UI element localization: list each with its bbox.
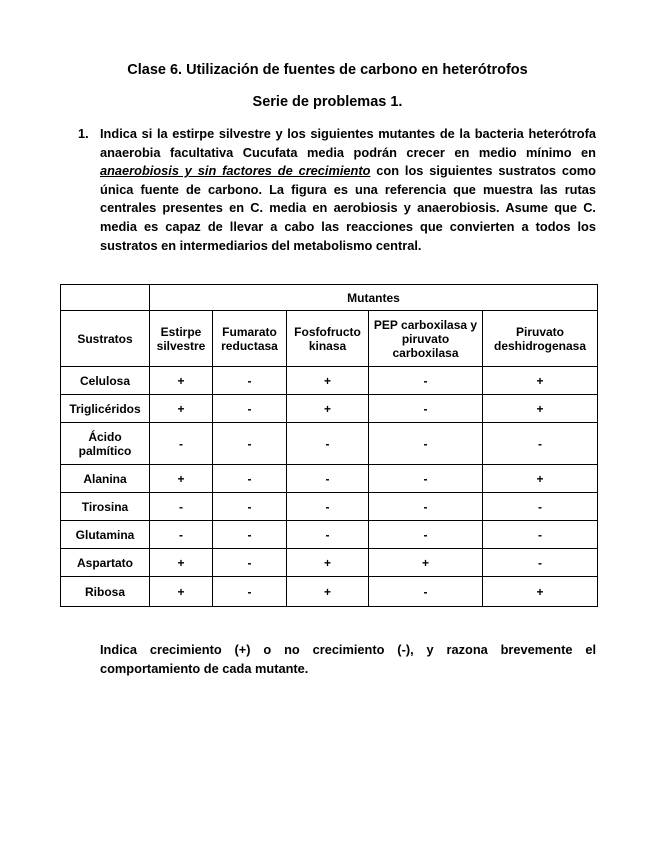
table-row xyxy=(61,521,598,549)
growth-value-cell: + xyxy=(287,395,369,423)
growth-value-cell: - xyxy=(369,423,483,465)
instruction-note: Indica crecimiento (+) o no crecimiento (-), y razona brevemente el comportamiento de cada mutante. xyxy=(100,642,596,676)
table-row xyxy=(61,549,598,577)
page-title: Clase 6. Utilización de fuentes de carbono en heterótrofos xyxy=(127,62,528,78)
growth-value-cell: - xyxy=(213,465,287,493)
growth-value-cell: + xyxy=(369,549,483,577)
growth-value-cell: - xyxy=(287,521,369,549)
growth-value-cell: - xyxy=(213,423,287,465)
problem-text-after: con los siguientes sustratos como única fuente de carbono. La figura es una referencia que muestra las rutas centrales presentes en C. media en aerobiosis y anaerobiosis. Asume que C. media es capaz de llevar a cabo las reacciones que convierten a todos los sustratos en intermediarios del metabolismo central. xyxy=(100,163,596,253)
growth-value-cell: - xyxy=(369,493,483,521)
substrate-cell: Ribosa xyxy=(61,577,150,607)
table-row xyxy=(61,577,598,607)
mutants-group-header: Mutantes xyxy=(150,285,598,311)
growth-value-cell: - xyxy=(483,493,598,521)
growth-value-cell: + xyxy=(287,367,369,395)
substrate-cell: Celulosa xyxy=(61,367,150,395)
problem-text xyxy=(100,125,596,255)
table-row xyxy=(61,395,598,423)
growth-value-cell: + xyxy=(150,549,213,577)
growth-value-cell: - xyxy=(287,493,369,521)
growth-value-cell: + xyxy=(287,577,369,607)
substrate-cell: Aspartato xyxy=(61,549,150,577)
growth-value-cell: - xyxy=(213,577,287,607)
substrate-cell: Ácido palmítico xyxy=(61,423,150,465)
growth-value-cell: + xyxy=(483,395,598,423)
substrate-cell: Tirosina xyxy=(61,493,150,521)
page-subtitle: Serie de problemas 1. xyxy=(252,94,403,110)
substrate-cell: Glutamina xyxy=(61,521,150,549)
growth-value-cell: - xyxy=(213,367,287,395)
problem-number: 1. xyxy=(78,126,89,141)
empty-corner-cell xyxy=(61,285,150,311)
growth-value-cell: - xyxy=(369,577,483,607)
table-header-row xyxy=(61,285,598,311)
growth-value-cell: - xyxy=(287,423,369,465)
growth-value-cell: + xyxy=(483,465,598,493)
table-body xyxy=(61,367,598,607)
table-header-row xyxy=(61,311,598,367)
substrate-cell: Triglicéridos xyxy=(61,395,150,423)
growth-value-cell: - xyxy=(213,549,287,577)
table-row xyxy=(61,367,598,395)
growth-value-cell: - xyxy=(369,395,483,423)
table-row xyxy=(61,465,598,493)
growth-value-cell: - xyxy=(369,367,483,395)
column-header: Estirpe silvestre xyxy=(150,311,213,367)
growth-value-cell: - xyxy=(150,423,213,465)
growth-value-cell: - xyxy=(369,521,483,549)
column-header: Piruvato deshidrogenasa xyxy=(483,311,598,367)
growth-value-cell: + xyxy=(150,465,213,493)
growth-value-cell: + xyxy=(150,395,213,423)
table-row xyxy=(61,423,598,465)
growth-value-cell: - xyxy=(150,521,213,549)
column-header: Fumarato reductasa xyxy=(213,311,287,367)
growth-value-cell: - xyxy=(213,493,287,521)
growth-value-cell: - xyxy=(213,395,287,423)
growth-value-cell: - xyxy=(150,493,213,521)
table-row xyxy=(61,493,598,521)
problem-text-before: Indica si la estirpe silvestre y los siguientes mutantes de la bacteria heterótrofa anaerobia facultativa Cucufata media podrán crecer en medio mínimo en xyxy=(100,126,596,160)
growth-value-cell: + xyxy=(483,367,598,395)
growth-value-cell: + xyxy=(287,549,369,577)
problem-emphasis: anaerobiosis y sin factores de crecimiento xyxy=(100,163,371,179)
column-header: PEP carboxilasa y piruvato carboxilasa xyxy=(369,311,483,367)
growth-value-cell: - xyxy=(369,465,483,493)
growth-value-cell: + xyxy=(483,577,598,607)
growth-value-cell: - xyxy=(287,465,369,493)
growth-value-cell: - xyxy=(213,521,287,549)
growth-value-cell: - xyxy=(483,521,598,549)
growth-value-cell: - xyxy=(483,423,598,465)
growth-value-cell: - xyxy=(483,549,598,577)
substrate-cell: Alanina xyxy=(61,465,150,493)
substrates-header: Sustratos xyxy=(61,311,150,367)
column-header: Fosfofructo kinasa xyxy=(287,311,369,367)
growth-value-cell: + xyxy=(150,367,213,395)
results-table xyxy=(60,284,598,607)
growth-value-cell: + xyxy=(150,577,213,607)
problem-statement xyxy=(78,125,596,255)
